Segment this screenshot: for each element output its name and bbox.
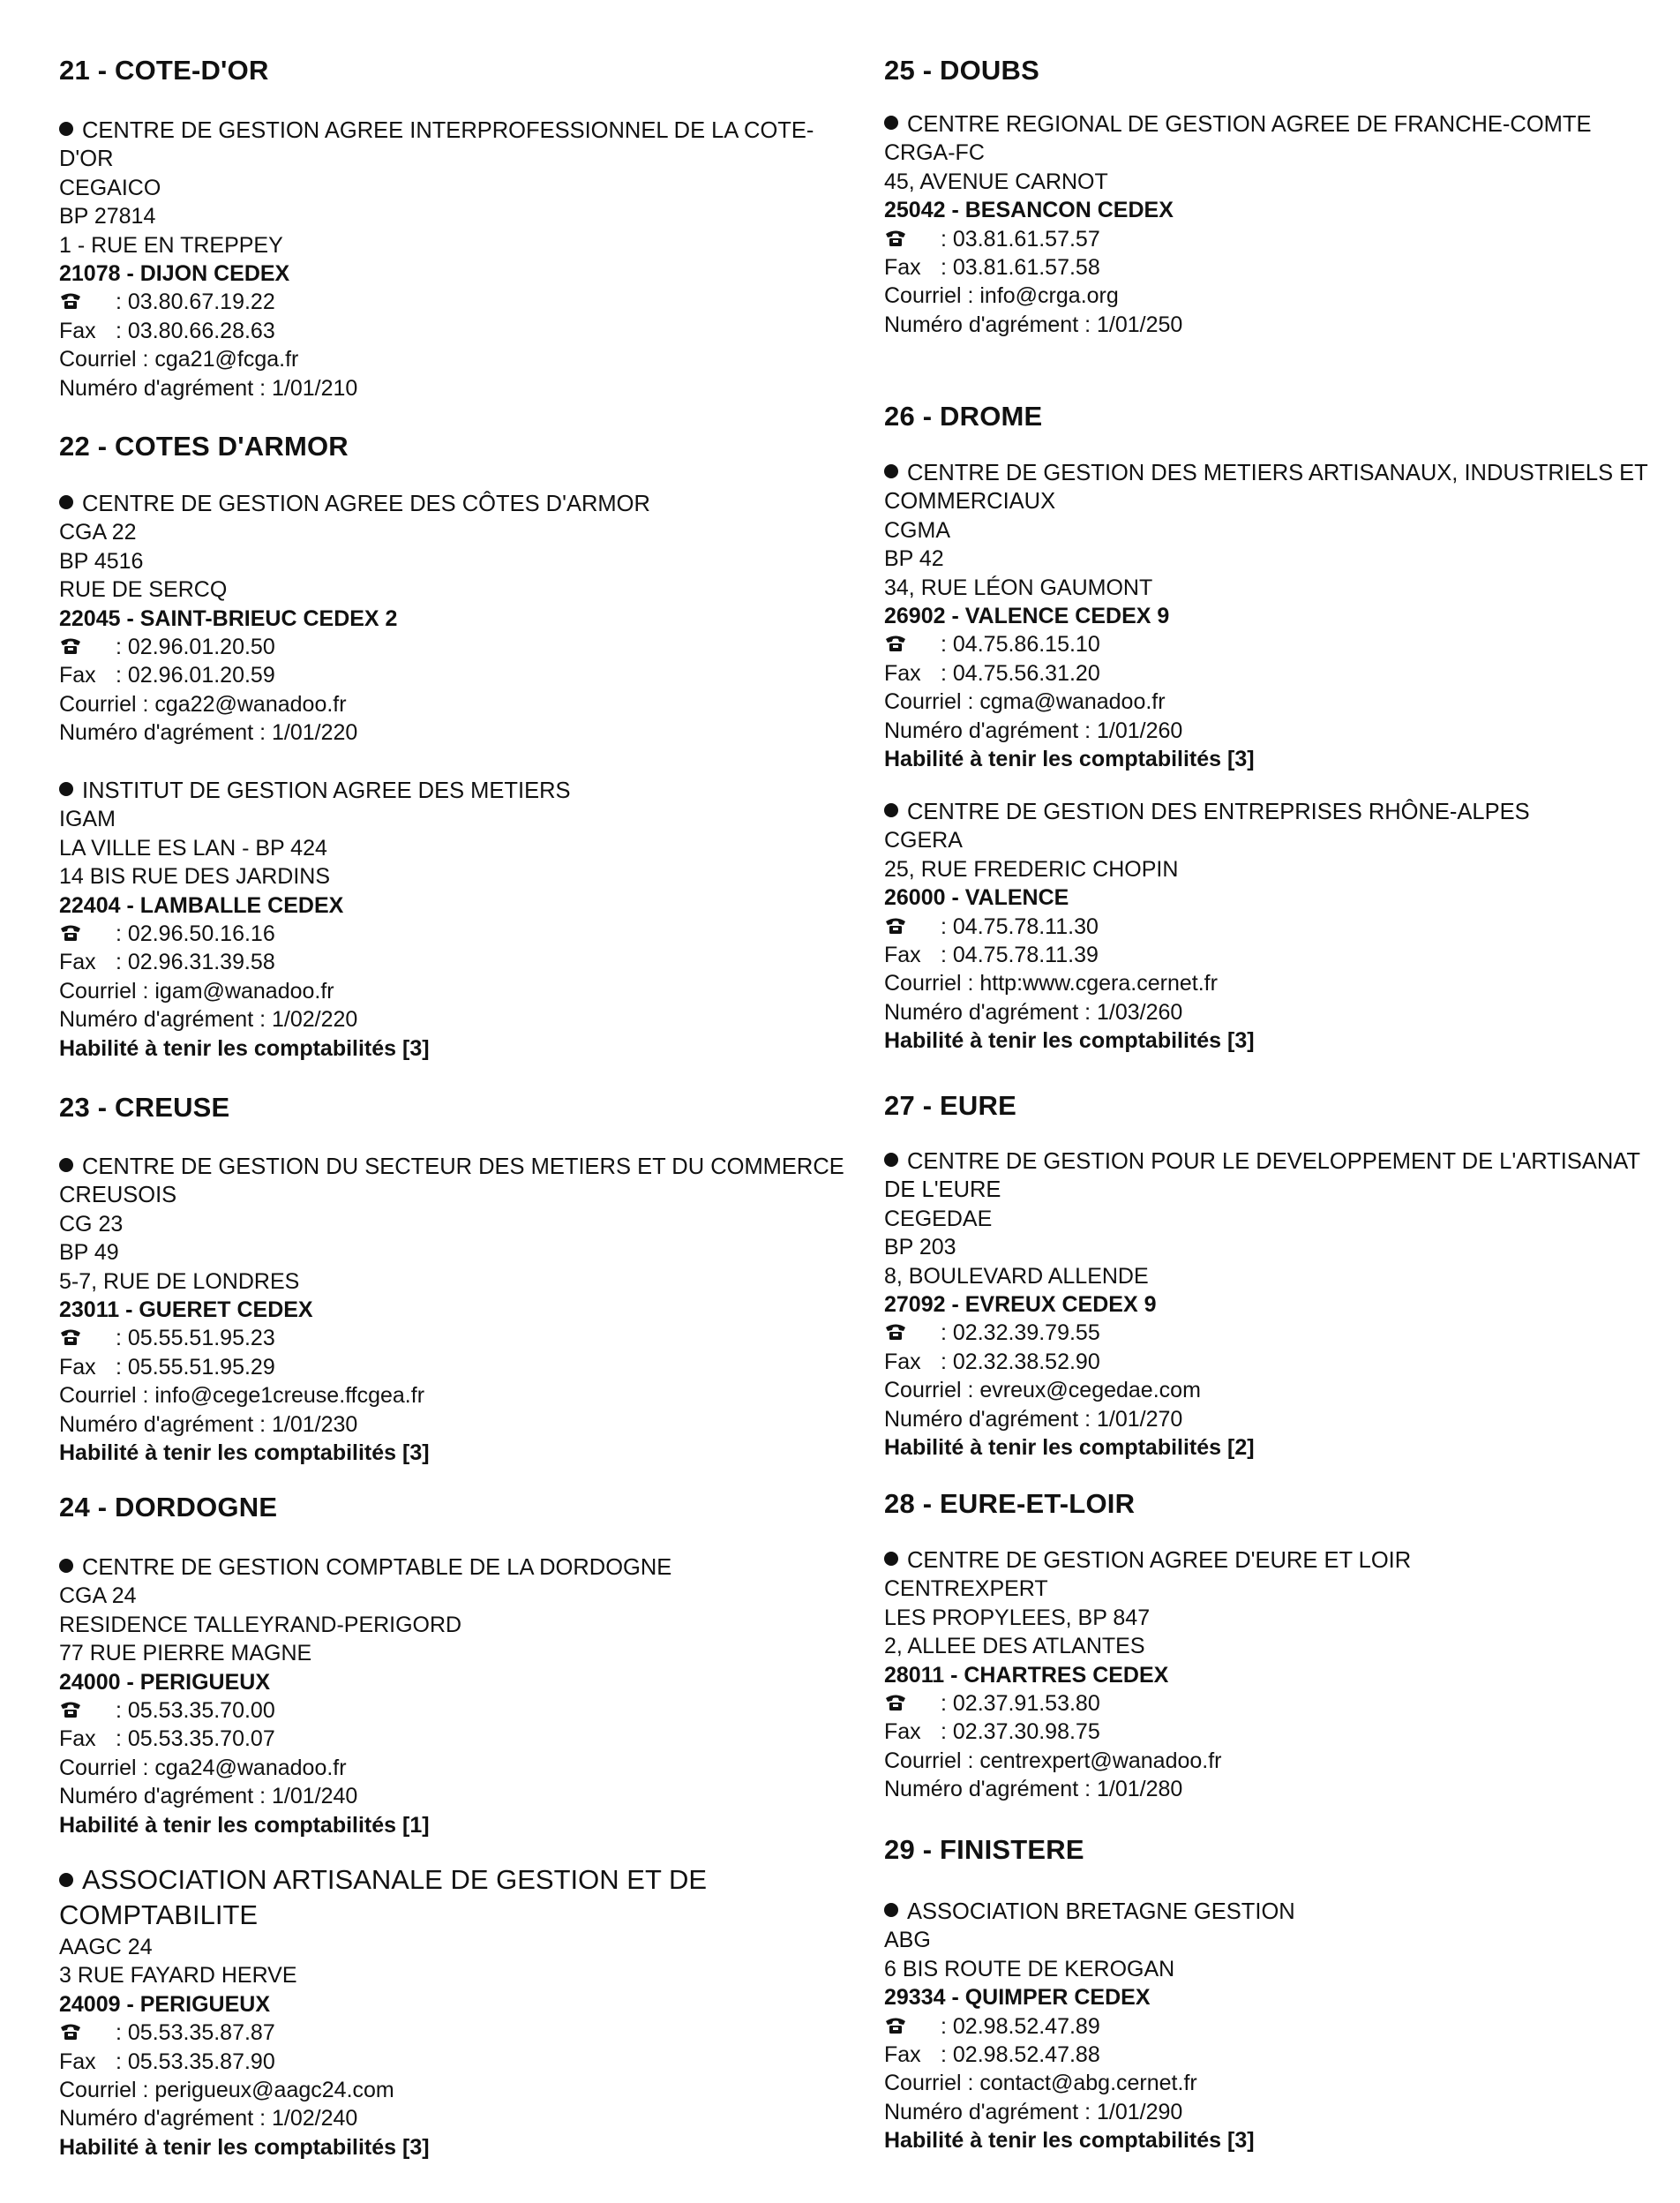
- bullet-icon: [59, 782, 73, 796]
- agrement-number: 1/01/240: [272, 1784, 358, 1809]
- address-line: 34, RUE LÉON GAUMONT: [884, 575, 1153, 600]
- agrement-row: [59, 2104, 844, 2132]
- phone-icon-cell: [59, 920, 116, 948]
- organization-entry: [884, 1147, 1661, 1462]
- phone-number: 05.53.35.87.87: [127, 2020, 275, 2046]
- address-line: 6 BIS ROUTE DE KEROGAN: [884, 1956, 1175, 1981]
- bullet-icon: [884, 1552, 898, 1566]
- email-label: Courriel :: [59, 347, 149, 372]
- organization-name-line: [59, 1553, 844, 1582]
- address-line: 5-7, RUE DE LONDRES: [59, 1268, 300, 1294]
- email-address: info@crga.org: [979, 283, 1119, 309]
- agrement-label: Numéro d'agrément :: [59, 375, 266, 401]
- postal-city: 27092 - EVREUX CEDEX 9: [884, 1292, 1157, 1318]
- phone-icon-cell: [59, 2019, 116, 2047]
- organization-name-line: [884, 1898, 1661, 1926]
- email-address: centrexpert@wanadoo.fr: [979, 1748, 1222, 1773]
- department-heading: 26 - DROME: [884, 401, 1043, 432]
- phone-icon: [884, 2016, 909, 2035]
- email-address: evreux@cegedae.com: [979, 1378, 1201, 1403]
- email-label: Courriel :: [59, 691, 149, 717]
- fax-separator: :: [116, 2049, 122, 2074]
- phone-icon-cell: [59, 1324, 116, 1352]
- address-line: BP 49: [59, 1240, 119, 1266]
- email-address: info@cege1creuse.ffcgea.fr: [154, 1383, 425, 1409]
- organization-entry: [59, 1553, 844, 1839]
- department-heading: 28 - EURE-ET-LOIR: [884, 1488, 1136, 1519]
- phone-separator: :: [116, 635, 122, 660]
- organization-name: CENTRE REGIONAL DE GESTION AGREE DE FRANCHE-COMTE: [907, 112, 1592, 137]
- agrement-row: [59, 374, 844, 402]
- agrement-row: [59, 718, 844, 747]
- email-label: Courriel :: [884, 971, 974, 996]
- address-line: 8, BOULEVARD ALLENDE: [884, 1263, 1149, 1289]
- phone-number: 03.81.61.57.57: [952, 226, 1100, 252]
- phone-separator: :: [941, 1691, 947, 1717]
- bullet-icon: [59, 1158, 73, 1172]
- fax-row: [884, 941, 1661, 969]
- department-heading: 21 - COTE-D'OR: [59, 55, 269, 86]
- fax-row: [884, 1348, 1661, 1376]
- bullet-icon: [59, 1559, 73, 1573]
- phone-separator: :: [941, 1320, 947, 1346]
- phone-row: [884, 225, 1661, 253]
- fax-row: [884, 253, 1661, 282]
- phone-separator: :: [116, 2020, 122, 2046]
- organization-name: CENTRE DE GESTION COMPTABLE DE LA DORDOGNE: [82, 1555, 672, 1580]
- fax-row: [59, 661, 844, 689]
- organization-acronym: CGA 24: [59, 1583, 137, 1609]
- email-address: http:www.cgera.cernet.fr: [979, 971, 1218, 996]
- fax-row: [59, 948, 844, 976]
- agrement-number: 1/01/260: [1097, 718, 1183, 743]
- fax-number: 05.55.51.95.29: [127, 1354, 275, 1380]
- phone-icon: [884, 1693, 909, 1712]
- fax-row: [59, 317, 844, 345]
- department-heading: 24 - DORDOGNE: [59, 1492, 278, 1523]
- organization-acronym: CEGEDAE: [884, 1206, 993, 1231]
- fax-label: Fax: [59, 1354, 96, 1380]
- agrement-label: Numéro d'agrément :: [59, 1007, 266, 1033]
- agrement-label: Numéro d'agrément :: [884, 718, 1091, 743]
- email-row: [59, 690, 844, 718]
- address-line: BP 203: [884, 1235, 956, 1260]
- email-row: [59, 2076, 844, 2104]
- phone-icon-cell: [59, 288, 116, 316]
- email-label: Courriel :: [884, 1378, 974, 1403]
- phone-icon: [884, 229, 909, 248]
- phone-row: [884, 2012, 1661, 2041]
- postal-city: 29334 - QUIMPER CEDEX: [884, 1985, 1151, 2011]
- agrement-label: Numéro d'agrément :: [59, 1411, 266, 1437]
- agrement-number: 1/01/290: [1097, 2099, 1183, 2124]
- fax-label: Fax: [59, 2049, 96, 2074]
- postal-city: 22404 - LAMBALLE CEDEX: [59, 892, 344, 918]
- email-label: Courriel :: [884, 283, 974, 309]
- postal-city: 25042 - BESANCON CEDEX: [884, 198, 1174, 223]
- phone-row: [59, 2019, 844, 2047]
- fax-label: Fax: [59, 950, 96, 975]
- email-label: Courriel :: [59, 978, 149, 1004]
- phone-number: 02.96.01.20.50: [127, 635, 275, 660]
- fax-number: 03.81.61.57.58: [952, 255, 1100, 281]
- postal-city: 23011 - GUERET CEDEX: [59, 1297, 313, 1323]
- fax-separator: :: [941, 2042, 947, 2068]
- agrement-row: [884, 2098, 1661, 2126]
- phone-icon: [884, 634, 909, 653]
- organization-entry: [59, 1153, 844, 1467]
- phone-icon: [59, 2022, 84, 2041]
- organization-entry: [59, 490, 844, 748]
- phone-separator: :: [116, 1326, 122, 1351]
- agrement-number: 1/01/250: [1097, 312, 1183, 337]
- habilitation-note: Habilité à tenir les comptabilités [3]: [884, 1028, 1255, 1054]
- email-row: [884, 1747, 1661, 1775]
- organization-entry: [59, 777, 844, 1063]
- agrement-row: [884, 717, 1661, 745]
- phone-icon-cell: [884, 1319, 941, 1347]
- email-row: [59, 977, 844, 1005]
- phone-icon: [59, 291, 84, 311]
- fax-separator: :: [941, 943, 947, 968]
- department-heading: 27 - EURE: [884, 1090, 1016, 1121]
- fax-row: [59, 1353, 844, 1381]
- fax-label: Fax: [884, 943, 921, 968]
- agrement-label: Numéro d'agrément :: [59, 2106, 266, 2132]
- phone-icon: [59, 923, 84, 943]
- phone-icon-cell: [59, 633, 116, 661]
- organization-name-line: [59, 490, 844, 518]
- fax-label: Fax: [884, 1349, 921, 1374]
- department-heading: 29 - FINISTERE: [884, 1834, 1084, 1865]
- phone-row: [59, 1696, 844, 1725]
- bullet-icon: [59, 1873, 73, 1887]
- email-address: contact@abg.cernet.fr: [979, 2071, 1197, 2096]
- address-line: BP 27814: [59, 204, 156, 229]
- address-line: RESIDENCE TALLEYRAND-PERIGORD: [59, 1612, 462, 1637]
- postal-city: 24009 - PERIGUEUX: [59, 1991, 270, 2017]
- email-label: Courriel :: [59, 2078, 149, 2103]
- department-heading: 25 - DOUBS: [884, 55, 1039, 86]
- fax-number: 05.53.35.87.90: [127, 2049, 275, 2074]
- organization-entry: [59, 1862, 844, 2162]
- phone-separator: :: [941, 632, 947, 658]
- phone-row: [884, 913, 1661, 941]
- organization-entry: [59, 117, 844, 402]
- agrement-label: Numéro d'agrément :: [59, 720, 266, 746]
- fax-separator: :: [941, 255, 947, 281]
- bullet-icon: [59, 122, 73, 136]
- fax-label: Fax: [59, 663, 96, 688]
- organization-acronym: CG 23: [59, 1211, 124, 1237]
- organization-name-line: [59, 777, 844, 805]
- postal-city: 26902 - VALENCE CEDEX 9: [884, 604, 1170, 629]
- email-row: [59, 1754, 844, 1782]
- address-line: 3 RUE FAYARD HERVE: [59, 1963, 297, 1989]
- organization-name: INSTITUT DE GESTION AGREE DES METIERS: [82, 778, 571, 803]
- organization-acronym: CGA 22: [59, 520, 137, 545]
- postal-city: 26000 - VALENCE: [884, 885, 1069, 911]
- fax-row: [884, 659, 1661, 688]
- fax-label: Fax: [884, 1719, 921, 1745]
- agrement-row: [884, 998, 1661, 1026]
- address-line: 45, AVENUE CARNOT: [884, 169, 1108, 194]
- agrement-label: Numéro d'agrément :: [59, 1784, 266, 1809]
- habilitation-note: Habilité à tenir les comptabilités [3]: [884, 2128, 1255, 2154]
- habilitation-note: Habilité à tenir les comptabilités [1]: [59, 1812, 430, 1838]
- organization-name: ASSOCIATION BRETAGNE GESTION: [907, 1899, 1295, 1924]
- phone-icon-cell: [59, 1696, 116, 1725]
- bullet-icon: [884, 803, 898, 817]
- phone-number: 03.80.67.19.22: [127, 289, 275, 315]
- phone-row: [884, 630, 1661, 658]
- phone-icon-cell: [884, 2012, 941, 2041]
- email-label: Courriel :: [59, 1755, 149, 1780]
- email-address: perigueux@aagc24.com: [154, 2078, 394, 2103]
- phone-separator: :: [116, 921, 122, 947]
- fax-label: Fax: [884, 660, 921, 686]
- email-label: Courriel :: [59, 1383, 149, 1409]
- phone-icon: [59, 636, 84, 656]
- agrement-number: 1/02/220: [272, 1007, 358, 1033]
- phone-row: [59, 920, 844, 948]
- fax-number: 04.75.78.11.39: [952, 943, 1099, 968]
- email-address: cgma@wanadoo.fr: [979, 689, 1166, 715]
- email-row: [59, 1381, 844, 1410]
- organization-acronym: CENTREXPERT: [884, 1576, 1048, 1602]
- phone-icon-cell: [884, 630, 941, 658]
- phone-separator: :: [941, 914, 947, 939]
- bullet-icon: [884, 116, 898, 130]
- agrement-row: [59, 1782, 844, 1810]
- agrement-number: 1/01/210: [272, 375, 358, 401]
- phone-separator: :: [116, 1698, 122, 1724]
- fax-separator: :: [116, 1726, 122, 1752]
- phone-separator: :: [941, 226, 947, 252]
- fax-number: 04.75.56.31.20: [952, 660, 1100, 686]
- organization-name-line: [884, 798, 1661, 826]
- address-line: 14 BIS RUE DES JARDINS: [59, 864, 331, 890]
- address-line: 1 - RUE EN TREPPEY: [59, 232, 283, 258]
- phone-row: [884, 1689, 1661, 1718]
- bullet-icon: [884, 464, 898, 478]
- agrement-label: Numéro d'agrément :: [884, 312, 1091, 337]
- organization-name: CENTRE DE GESTION DU SECTEUR DES METIERS ET DU COMMERCE CREUSOIS: [59, 1154, 844, 1208]
- address-line: BP 42: [884, 546, 944, 572]
- organization-acronym: CGERA: [884, 828, 963, 853]
- fax-separator: :: [116, 1354, 122, 1380]
- phone-separator: :: [116, 289, 122, 315]
- agrement-number: 1/01/280: [1097, 1777, 1183, 1802]
- postal-city: 22045 - SAINT-BRIEUC CEDEX 2: [59, 605, 398, 631]
- phone-number: 02.37.91.53.80: [952, 1691, 1100, 1717]
- fax-row: [59, 2048, 844, 2076]
- fax-number: 02.96.01.20.59: [127, 663, 275, 688]
- fax-number: 03.80.66.28.63: [127, 318, 275, 343]
- organization-acronym: CRGA-FC: [884, 140, 985, 166]
- agrement-label: Numéro d'agrément :: [884, 999, 1091, 1025]
- address-line: RUE DE SERCQ: [59, 577, 228, 603]
- phone-row: [884, 1319, 1661, 1347]
- habilitation-note: Habilité à tenir les comptabilités [2]: [884, 1435, 1255, 1461]
- fax-label: Fax: [884, 2042, 921, 2068]
- email-row: [884, 282, 1661, 310]
- phone-icon-cell: [884, 1689, 941, 1718]
- organization-name-line: [59, 1862, 844, 1933]
- address-line: 25, RUE FREDERIC CHOPIN: [884, 856, 1179, 882]
- phone-icon-cell: [884, 225, 941, 253]
- email-row: [884, 969, 1661, 997]
- phone-number: 02.32.39.79.55: [952, 1320, 1100, 1346]
- organization-acronym: ABG: [884, 1928, 931, 1953]
- fax-row: [884, 2041, 1661, 2069]
- organization-name: CENTRE DE GESTION AGREE D'EURE ET LOIR: [907, 1548, 1412, 1573]
- phone-number: 02.98.52.47.89: [952, 2013, 1100, 2039]
- organization-entry: [884, 1546, 1661, 1804]
- bullet-icon: [59, 495, 73, 509]
- organization-name: CENTRE DE GESTION POUR LE DEVELOPPEMENT DE L'ARTISANAT DE L'EURE: [884, 1149, 1640, 1203]
- phone-number: 04.75.78.11.30: [952, 914, 1099, 939]
- fax-number: 02.32.38.52.90: [952, 1349, 1100, 1374]
- organization-name-line: [59, 117, 844, 174]
- habilitation-note: Habilité à tenir les comptabilités [3]: [59, 2134, 430, 2160]
- bullet-icon: [884, 1903, 898, 1917]
- address-line: 77 RUE PIERRE MAGNE: [59, 1641, 312, 1666]
- fax-label: Fax: [59, 1726, 96, 1752]
- postal-city: 21078 - DIJON CEDEX: [59, 261, 290, 287]
- organization-entry: [884, 110, 1661, 339]
- email-row: [884, 2069, 1661, 2097]
- email-row: [884, 1376, 1661, 1404]
- agrement-row: [884, 1405, 1661, 1433]
- email-address: igam@wanadoo.fr: [154, 978, 334, 1004]
- postal-city: 24000 - PERIGUEUX: [59, 1669, 270, 1695]
- fax-separator: :: [941, 1349, 947, 1374]
- phone-number: 05.55.51.95.23: [127, 1326, 275, 1351]
- organization-acronym: CGMA: [884, 517, 950, 543]
- phone-number: 05.53.35.70.00: [127, 1698, 275, 1724]
- organization-name-line: [884, 459, 1661, 516]
- fax-number: 02.98.52.47.88: [952, 2042, 1100, 2068]
- organization-acronym: AAGC 24: [59, 1935, 153, 1959]
- address-line: 2, ALLEE DES ATLANTES: [884, 1634, 1145, 1659]
- organization-name: CENTRE DE GESTION DES METIERS ARTISANAUX, INDUSTRIELS ET COMMERCIAUX: [884, 461, 1648, 515]
- habilitation-note: Habilité à tenir les comptabilités [3]: [59, 1035, 430, 1061]
- agrement-number: 1/01/220: [272, 720, 358, 746]
- bullet-icon: [884, 1153, 898, 1167]
- fax-separator: :: [941, 660, 947, 686]
- department-heading: 22 - COTES D'ARMOR: [59, 431, 349, 462]
- organization-entry: [884, 798, 1661, 1056]
- fax-label: Fax: [884, 255, 921, 281]
- fax-number: 05.53.35.70.07: [127, 1726, 275, 1752]
- email-address: cga21@fcga.fr: [154, 347, 299, 372]
- phone-row: [59, 633, 844, 661]
- habilitation-note: Habilité à tenir les comptabilités [3]: [884, 747, 1255, 772]
- fax-separator: :: [941, 1719, 947, 1745]
- agrement-label: Numéro d'agrément :: [884, 2099, 1091, 2124]
- fax-row: [59, 1725, 844, 1753]
- email-address: cga24@wanadoo.fr: [154, 1755, 347, 1780]
- address-line: LA VILLE ES LAN - BP 424: [59, 835, 327, 861]
- phone-icon: [884, 1322, 909, 1342]
- organization-entry: [884, 1898, 1661, 2155]
- postal-city: 28011 - CHARTRES CEDEX: [884, 1662, 1169, 1688]
- agrement-row: [59, 1410, 844, 1439]
- organization-acronym: IGAM: [59, 807, 116, 832]
- organization-name-line: [884, 110, 1661, 139]
- organization-name-line: [884, 1147, 1661, 1205]
- agrement-label: Numéro d'agrément :: [884, 1406, 1091, 1432]
- agrement-row: [59, 1005, 844, 1034]
- email-address: cga22@wanadoo.fr: [154, 691, 347, 717]
- agrement-row: [884, 311, 1661, 339]
- organization-name: CENTRE DE GESTION AGREE INTERPROFESSIONNEL DE LA COTE-D'OR: [59, 118, 814, 172]
- phone-number: 04.75.86.15.10: [952, 632, 1100, 658]
- organization-acronym: CEGAICO: [59, 175, 161, 200]
- phone-icon: [59, 1700, 84, 1719]
- phone-row: [59, 288, 844, 316]
- organization-entry: [884, 459, 1661, 773]
- address-line: BP 4516: [59, 548, 144, 574]
- fax-row: [884, 1718, 1661, 1746]
- fax-number: 02.37.30.98.75: [952, 1719, 1100, 1745]
- email-label: Courriel :: [884, 689, 974, 715]
- phone-separator: :: [941, 2013, 947, 2039]
- fax-label: Fax: [59, 318, 96, 343]
- agrement-label: Numéro d'agrément :: [884, 1777, 1091, 1802]
- agrement-number: 1/02/240: [272, 2106, 358, 2132]
- department-heading: 23 - CREUSE: [59, 1092, 230, 1123]
- agrement-number: 1/01/270: [1097, 1406, 1183, 1432]
- fax-number: 02.96.31.39.58: [127, 950, 275, 975]
- organization-name: CENTRE DE GESTION DES ENTREPRISES RHÔNE-ALPES: [907, 800, 1530, 824]
- agrement-row: [884, 1775, 1661, 1803]
- phone-number: 02.96.50.16.16: [127, 921, 275, 947]
- organization-name-line: [59, 1153, 844, 1210]
- agrement-number: 1/03/260: [1097, 999, 1183, 1025]
- organization-name-line: [884, 1546, 1661, 1575]
- email-label: Courriel :: [884, 1748, 974, 1773]
- phone-icon: [884, 916, 909, 936]
- phone-row: [59, 1324, 844, 1352]
- organization-name: CENTRE DE GESTION AGREE DES CÔTES D'ARMOR: [82, 492, 650, 516]
- phone-icon: [59, 1327, 84, 1347]
- fax-separator: :: [116, 318, 122, 343]
- fax-separator: :: [116, 663, 122, 688]
- email-row: [59, 345, 844, 373]
- agrement-number: 1/01/230: [272, 1411, 358, 1437]
- organization-name: ASSOCIATION ARTISANALE DE GESTION ET DE COMPTABILITE: [59, 1864, 708, 1930]
- email-row: [884, 688, 1661, 716]
- address-line: LES PROPYLEES, BP 847: [884, 1605, 1151, 1630]
- fax-separator: :: [116, 950, 122, 975]
- habilitation-note: Habilité à tenir les comptabilités [3]: [59, 1440, 430, 1466]
- email-label: Courriel :: [884, 2071, 974, 2096]
- phone-icon-cell: [884, 913, 941, 941]
